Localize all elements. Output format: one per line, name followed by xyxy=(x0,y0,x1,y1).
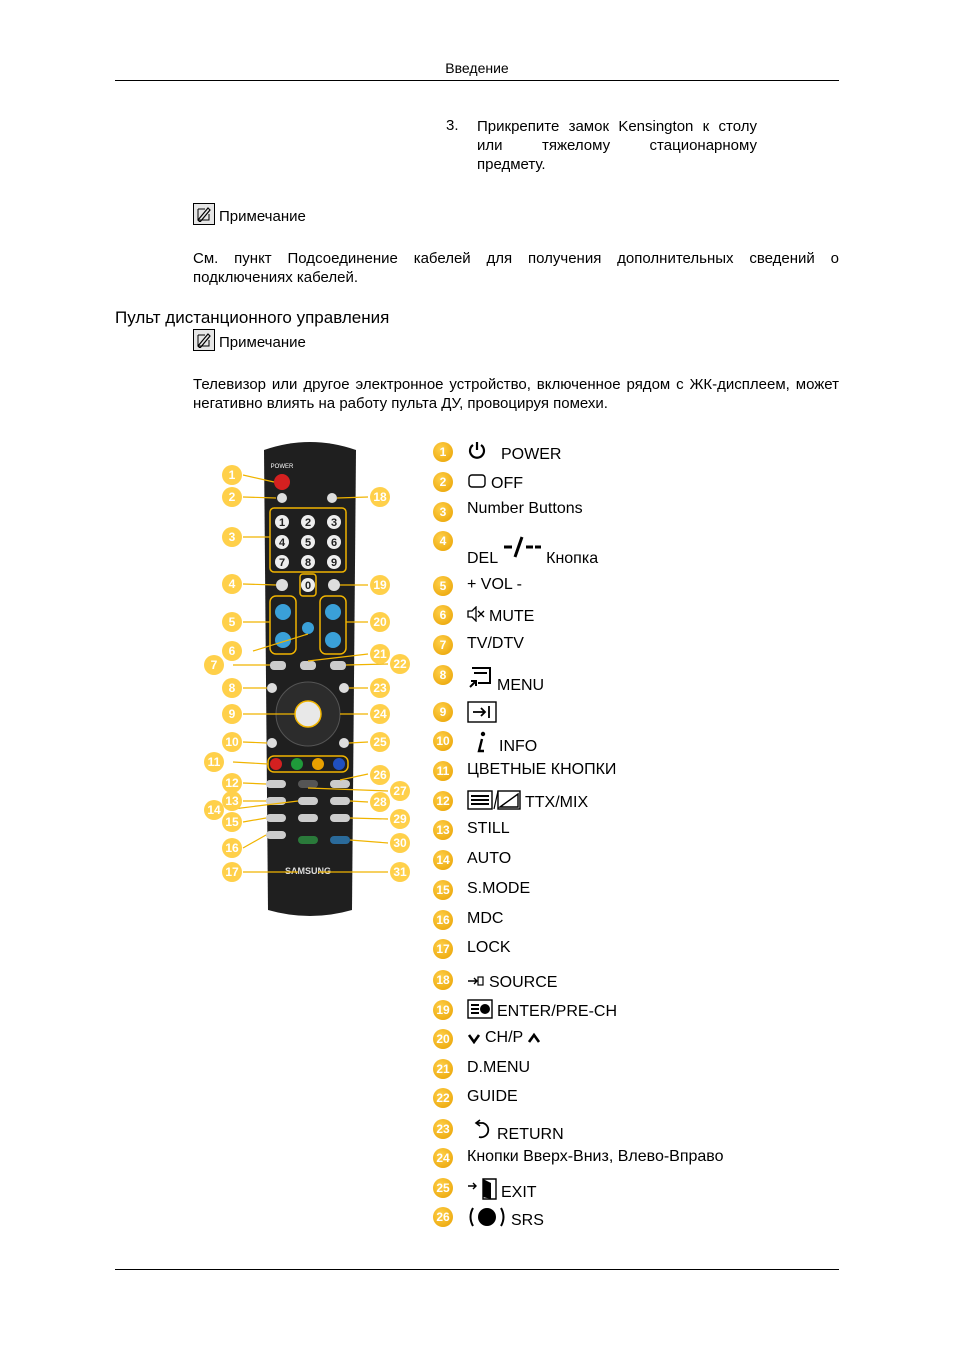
legend-badge: 2 xyxy=(433,472,453,492)
dualmts-button xyxy=(330,814,350,822)
legend-text: Кнопки Вверх-Вниз, Влево-Вправо xyxy=(467,1148,724,1165)
power-label: POWER xyxy=(270,464,294,470)
legend-text: D.MENU xyxy=(467,1059,531,1076)
blue-button xyxy=(333,758,345,770)
source-button xyxy=(327,493,337,503)
callout-badge: 24 xyxy=(370,704,390,724)
callout-badge: 30 xyxy=(390,833,410,853)
legend-badge: 13 xyxy=(433,820,453,840)
legend-text: ЦВЕТНЫЕ КНОПКИ xyxy=(467,761,617,778)
legend-text: POWER xyxy=(501,446,562,463)
legend-text: INFO xyxy=(499,738,538,755)
legend-text: LOCK xyxy=(467,939,511,956)
digit-6: 6 xyxy=(330,537,338,549)
prech-button xyxy=(328,579,340,591)
note-icon xyxy=(193,203,215,225)
chevron-down-icon xyxy=(467,1032,481,1044)
callout-badge: 29 xyxy=(390,809,410,829)
digit-8: 8 xyxy=(304,557,312,569)
step-number: 3. xyxy=(446,117,459,134)
remote-body xyxy=(264,442,356,916)
dmenu-button xyxy=(300,661,316,670)
legend-badge: 12 xyxy=(433,791,453,811)
legend-badge: 1 xyxy=(433,442,453,462)
digit-3: 3 xyxy=(330,517,338,529)
return-icon xyxy=(467,1119,493,1141)
note-label: Примечание xyxy=(219,334,306,351)
legend-text: AUTO xyxy=(467,850,512,867)
del-button xyxy=(276,579,288,591)
smode-button xyxy=(266,814,286,822)
callout-badge: 10 xyxy=(222,732,242,752)
menu-icon xyxy=(467,665,493,691)
digit-9: 9 xyxy=(330,557,338,569)
callout-badge: 7 xyxy=(204,655,224,675)
off-button xyxy=(277,493,287,503)
legend-text: STILL xyxy=(467,820,510,837)
lock-button xyxy=(298,814,318,822)
callout-badge: 11 xyxy=(204,752,224,772)
dash-icon xyxy=(502,535,542,559)
srs-button xyxy=(330,780,350,788)
ch-up-button xyxy=(325,604,341,620)
ttxmix-button xyxy=(266,780,286,788)
mdc-button xyxy=(266,831,286,839)
return-button xyxy=(339,683,349,693)
legend-badge: 6 xyxy=(433,605,453,625)
legend-text: MENU xyxy=(497,677,545,694)
footer-rule xyxy=(115,1269,839,1270)
callout-badge: 15 xyxy=(222,812,242,832)
note-text: См. пункт Подсоединение кабелей для получения дополнительных сведений о подключениях кабелей. xyxy=(193,250,839,286)
legend-badge: 4 xyxy=(433,531,453,551)
info-button xyxy=(267,738,277,748)
page-header: Введение xyxy=(445,60,509,76)
note-heading xyxy=(193,203,306,225)
legend-text: MDC xyxy=(467,910,504,927)
callout-badge: 26 xyxy=(370,765,390,785)
exit-icon xyxy=(467,1178,497,1200)
step-text: Прикрепите замок Kensington к столу или тяжелому стационарному предмету. xyxy=(477,118,757,173)
ch-down-button xyxy=(325,632,341,648)
srs-icon xyxy=(467,1206,507,1228)
section-title: Пульт дистанционного управления xyxy=(115,308,390,327)
legend-badge: 20 xyxy=(433,1029,453,1049)
callout-badge: 19 xyxy=(370,575,390,595)
legend-badge: 5 xyxy=(433,576,453,596)
blank-button xyxy=(298,780,318,788)
legend-text: CH/P xyxy=(485,1029,524,1046)
auto-button xyxy=(298,797,318,805)
mute-button xyxy=(302,622,314,634)
callout-badge: 23 xyxy=(370,678,390,698)
callout-badge: 17 xyxy=(222,862,242,882)
callout-badge: 14 xyxy=(204,800,224,820)
red-button xyxy=(270,758,282,770)
legend-text: MUTE xyxy=(489,608,535,625)
enter-icon xyxy=(467,701,497,723)
yellow-button xyxy=(312,758,324,770)
legend-badge: 22 xyxy=(433,1088,453,1108)
callout-badge: 12 xyxy=(222,773,242,793)
legend-badge: 23 xyxy=(433,1119,453,1139)
digit-4: 4 xyxy=(278,537,286,549)
legend-text: Number Buttons xyxy=(467,500,583,517)
brand-label: SAMSUNG xyxy=(284,866,332,876)
tvdtv-button xyxy=(270,661,286,670)
legend-text-before: DEL xyxy=(467,550,499,567)
callout-badge: 18 xyxy=(370,487,390,507)
legend-badge: 21 xyxy=(433,1059,453,1079)
off-icon xyxy=(467,473,487,489)
legend-text: GUIDE xyxy=(467,1088,518,1105)
legend-badge: 18 xyxy=(433,970,453,990)
menu-button xyxy=(267,683,277,693)
legend-badge: 8 xyxy=(433,665,453,685)
callout-badge: 4 xyxy=(222,574,242,594)
ttx-icon xyxy=(467,790,521,810)
callout-badge: 5 xyxy=(222,612,242,632)
digit-0: 0 xyxy=(304,580,312,592)
legend-badge: 11 xyxy=(433,761,453,781)
legend-text: RETURN xyxy=(497,1126,564,1143)
note-label: Примечание xyxy=(219,208,306,225)
callout-badge: 1 xyxy=(222,465,242,485)
chevron-up-icon xyxy=(527,1032,541,1044)
callout-badge: 6 xyxy=(222,641,242,661)
legend-text: EXIT xyxy=(501,1184,537,1201)
legend-text: TV/DTV xyxy=(467,635,524,652)
legend-text: OFF xyxy=(491,475,523,492)
digit-2: 2 xyxy=(304,517,312,529)
legend-badge: 24 xyxy=(433,1148,453,1168)
legend-text: SOURCE xyxy=(489,974,558,991)
callout-badge: 27 xyxy=(390,781,410,801)
callout-badge: 2 xyxy=(222,487,242,507)
legend-text: TTX/MIX xyxy=(525,794,589,811)
exit-button xyxy=(339,738,349,748)
legend-badge: 16 xyxy=(433,910,453,930)
legend-badge: 9 xyxy=(433,702,453,722)
source-icon xyxy=(467,974,485,988)
callout-badge: 21 xyxy=(370,644,390,664)
note-heading xyxy=(193,329,306,351)
callout-badge: 20 xyxy=(370,612,390,632)
enter-button xyxy=(295,701,321,727)
power-button xyxy=(274,474,290,490)
legend-text: ENTER/PRE-CH xyxy=(497,1003,618,1020)
legend-badge: 26 xyxy=(433,1207,453,1227)
callout-badge: 25 xyxy=(370,732,390,752)
callout-badge: 31 xyxy=(390,862,410,882)
note-text: Телевизор или другое электронное устройство, включенное рядом с ЖК-дисплеем, может негативно влиять на работу пульта ДУ, провоцируя помехи. xyxy=(193,376,839,412)
legend-text: + VOL - xyxy=(467,576,522,593)
legend-badge: 7 xyxy=(433,635,453,655)
mute-icon xyxy=(467,606,485,622)
green-button xyxy=(291,758,303,770)
callout-badge: 28 xyxy=(370,792,390,812)
callout-badge: 3 xyxy=(222,527,242,547)
legend-text: SRS xyxy=(511,1212,544,1229)
power-icon xyxy=(467,440,487,460)
blue-small-button xyxy=(330,836,350,844)
callout-badge: 22 xyxy=(390,654,410,674)
callout-badge: 13 xyxy=(222,791,242,811)
legend-badge: 17 xyxy=(433,939,453,959)
legend-text: S.MODE xyxy=(467,880,531,897)
legend-badge: 14 xyxy=(433,850,453,870)
legend-badge: 19 xyxy=(433,1000,453,1020)
header-rule xyxy=(115,80,839,81)
prech-icon xyxy=(467,999,493,1019)
pmode-button xyxy=(330,797,350,805)
callout-badge: 9 xyxy=(222,704,242,724)
callout-badge: 8 xyxy=(222,678,242,698)
digit-5: 5 xyxy=(304,537,312,549)
digit-7: 7 xyxy=(278,557,286,569)
guide-button xyxy=(330,661,346,670)
note-icon xyxy=(193,329,215,351)
green-small-button xyxy=(298,836,318,844)
vol-up-button xyxy=(275,604,291,620)
legend-badge: 3 xyxy=(433,502,453,522)
legend-badge: 15 xyxy=(433,880,453,900)
legend-badge: 10 xyxy=(433,731,453,751)
legend-badge: 25 xyxy=(433,1178,453,1198)
remote-illustration xyxy=(200,440,422,918)
callout-badge: 16 xyxy=(222,838,242,858)
info-icon xyxy=(467,731,495,753)
legend-text: Кнопка xyxy=(546,550,599,567)
digit-1: 1 xyxy=(278,517,286,529)
